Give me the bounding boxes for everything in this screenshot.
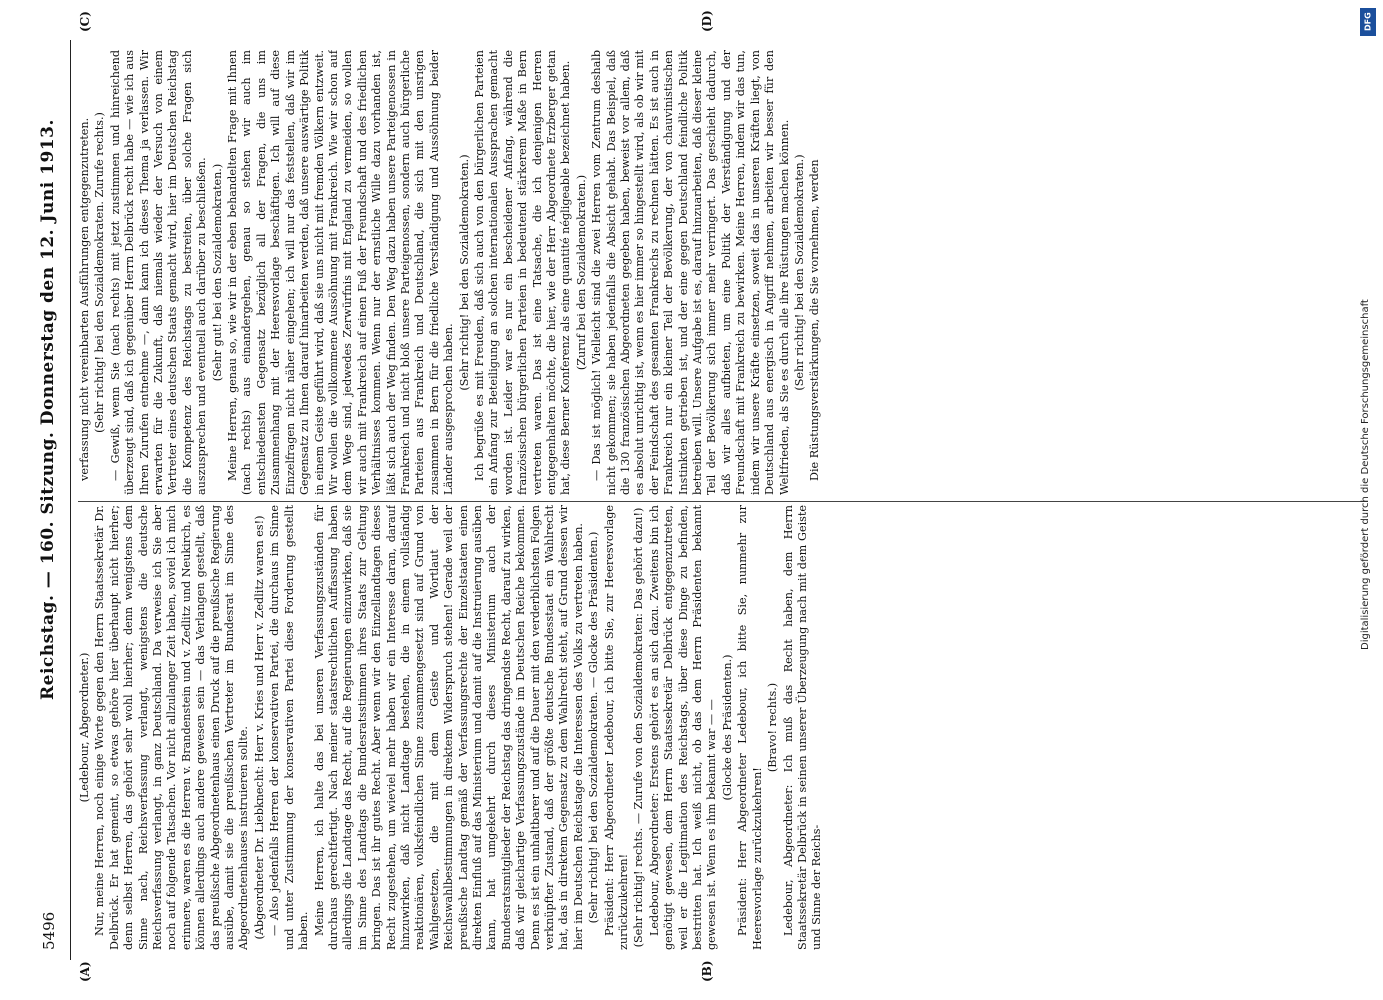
paragraph: Nur, meine Herren, noch einige Worte gegen den Herrn Staatssekretär Dr. Delbrück. Er hat gemeint, so etwas gehöre hier überhaupt nicht hierher; denn selbst Herren, das gehört sehr wohl hierher; denn wenigstens dem Sinne nach, Reichsverfassung verlangt, wenigstens die deutsche Reichsverfassung verlangt, in ganz Deutschland. Da verweise ich Sie aber noch auf folgende Tatsachen. Vor nicht allzulanger Zeit haben, soviel ich mich erinnere, waren es die Herren v. Brandenstein und v. Zedlitz und Neukirch, es können allerdings auch andere gewesen sein — das Verlangen gestellt, daß das preußische Abgeordnetenhaus einen Druck auf die preußische Regierung ausübe, damit sie die preußischen Vertreter im Bundesrat im Sinne des Abgeordnetenhauses instruieren sollte.	[93, 505, 251, 950]
paragraph: Meine Herren, genau so, wie wir in der eben behandelten Frage mit Ihnen (nach rechts) aus einandergehen, genau so stehen wir auch im entschiedensten Gegensatz bezüglich all der Fragen, die uns im Zusammenhang mit der Heeresvorlage beschäftigen. Ich will auf diese Einzelfragen nicht näher eingehen; ich will nur das feststellen, daß wir im Gegensatz zu Ihnen darauf hinarbeiten werden, daß unsere auswärtige Politik in einem Geiste geführt wird, daß sie uns nicht mit fremden Völkern entzweit. Wir wollen die vollkommene Aussöhnung mit Frankreich. Wie wir schon auf dem Wege sind, jedwedes Zerwürfnis mit England zu vermeiden, so wollen wir auch mit Frankreich auf einen Fuß der Freundschaft und des friedlichen Verhältnisses kommen. Wenn nur der ernstliche Wille dazu vorhanden ist, läßt sich auch der Weg finden. Den Weg dazu haben unsere Parteigenossen in Frankreich und nicht bloß unsere Parteigenossen, sondern auch bürgerliche Parteien aus Frankreich und Deutschland, die sich mit den unsrigen zusammen in Bern für die friedliche Verständigung und Aussöhnung beider Länder ausgesprochen haben.	[226, 50, 456, 495]
interjection: (Sehr gut! bei den Sozialdemokraten.)	[210, 163, 224, 382]
interjection: (Ledebour, Abgeordneter.)	[78, 652, 91, 803]
interjection: (Sehr richtig! bei den Sozialdemokraten. Zurufe rechts.)	[93, 112, 107, 433]
interjection: (Bravo! rechts.)	[766, 682, 780, 773]
paragraph: — Also jedenfalls Herren der konservativen Partei, die durchaus im Sinne und unter Zustimmung der konservativen Partei diese Forderung gestellt haben.	[268, 505, 311, 950]
dfg-logo: DFG	[1360, 8, 1376, 36]
interjection: (Glocke des Präsidenten.)	[720, 654, 734, 801]
interjection: (Sehr richtig! bei den Sozialdemokraten. — Glocke des Präsidenten.)	[587, 531, 601, 924]
paragraph: verfassung nicht vereinbarten Ausführungen entgegenzutreten.	[78, 117, 91, 481]
paragraph: Die Rüstungsverstärkungen, die Sie vornehmen, werden	[808, 159, 822, 481]
page-number: 5496	[40, 911, 58, 950]
interjection: (Sehr richtig! rechts. — Zurufe von den Sozialdemokraten: Das gehört dazu!)	[632, 507, 646, 948]
interjection: (Sehr richtig! bei den Sozialdemokraten.)	[457, 154, 471, 391]
column-divider	[78, 501, 1368, 502]
paragraph: Präsident: Herr Abgeordneter Ledebour, ich bitte Sie, zur Heeresvorlage zurückzukehren!	[602, 505, 631, 950]
header-rule	[70, 40, 71, 960]
paragraph: — Gewiß, wenn Sie (nach rechts) mit jetzt zustimmen und hinreichend überzeugt sind, daß ich gegenüber Herrn Delbrück recht habe — wie ich aus Ihren Zurufen entnehme —, dann kann ich dieses Thema ja verlassen. Wir erwarten für die Zukunft, daß niemals wieder der Versuch von einem Vertreter eines deutschen Staats gemacht wird, hier im Deutschen Reichstag die Kompetenz des Reichstags zu bestreiten, über solche Fragen sich auszusprechen und eventuell auch darüber zu beschließen.	[108, 50, 209, 495]
paragraph: Präsident: Herr Abgeordneter Ledebour, ich bitte Sie, nunmehr zur Heeresvorlage zurückzukehren!	[736, 505, 764, 950]
interjection: (Zuruf bei den Sozialdemokraten.)	[574, 174, 588, 371]
page-header	[30, 40, 70, 960]
interjection: (Sehr richtig! bei den Sozialdemokraten.)	[792, 154, 806, 391]
paragraph: — Das ist möglich! Vielleicht sind die zwei Herren vom Zentrum deshalb nicht gekommen; sie haben jedenfalls die Absicht gehabt. Das Beispiel, daß die 130 französischen Abgeordneten gegeben haben, beweist vor allem, daß es absolut unrichtig ist, wenn es hier immer so hingestellt wird, als ob wir mit der Feindschaft des gesamten Frankreichs zu rechnen hätten. Es ist auch in Frankreich nur ein kleiner Teil der Bevölkerung, der von chauvinistischen Instinkten getrieben ist, und der eine gegen Deutschland feindliche Politik betreiben will. Unsere Aufgabe ist es, darauf hinzuarbeiten, daß dieser kleine Teil der Bevölkerung sich immer mehr verringert. Das geschieht dadurch, daß wir alles aufbieten, um eine Politik der Verständigung und der Freundschaft mit Frankreich zu bewirken. Meine Herren, indem wir das tun, indem wir unsere Kräfte einsetzen, soweit das in unseren Kräften liegt, von Deutschland aus energisch in Angriff nehmen, arbeiten wir besser für den Weltfrieden, als Sie es durch alle ihre Rüstungen machen können.	[590, 50, 791, 495]
paragraph: Ledebour, Abgeordneter: Erstens gehört es an sich dazu. Zweitens bin ich genötigt gewesen, dem Herrn Staatssekretär Delbrück entgegenzutreten, weil er die Legitimation des Reichstags, über diese Dinge zu befinden, bestritten hat. Ich weiß nicht, ob das dem Herrn Präsidenten bekannt gewesen ist. Wenn es ihm bekannt war — —	[647, 505, 719, 950]
digitization-credit: Digitalisierung gefördert durch die Deutsche Forschungsgemeinschaft	[1360, 299, 1371, 650]
margin-marker-c: (C)	[78, 11, 92, 32]
right-column	[78, 50, 1368, 495]
page-title: Reichstag. — 160. Sitzung. Donnerstag den 12. Juni 1913.	[38, 119, 58, 700]
margin-marker-a: (A)	[78, 961, 92, 982]
interjection: (Abgeordneter Dr. Liebknecht: Herr v. Kries und Herr v. Zedlitz waren es!)	[252, 515, 266, 940]
margin-marker-b: (B)	[700, 960, 714, 982]
paragraph: Ich begrüße es mit Freuden, daß sich auch von den bürgerlichen Parteien ein Anfang zur Beteiligung an solchen internationalen Aussprachen gemacht worden ist. Leider war es nur ein bescheidener Anfang, während die französischen bürgerlichen Parteien in bedeutend stärkerem Maße in Bern vertreten waren. Das ist eine Tatsache, die ich denjenigen Herren entgegenhalten möchte, die hier, wie der Herr Abgeordnete Erzberger getan hat, diese Berner Konferenz als eine quantité négligeable bezeichnet haben.	[472, 50, 573, 495]
margin-marker-d: (D)	[700, 10, 714, 32]
paragraph: Ledebour, Abgeordneter: Ich muß das Recht haben, dem Herrn Staatssekretär Delbrück in seinen unserer Überzeugung nach mit dem Geiste und Sinne der Reichs-	[781, 505, 824, 950]
paragraph: Meine Herren, ich halte das bei unseren Verfassungszuständen für durchaus gerechtfertigt. Nach meiner staatsrechtlichen Auffassung haben allerdings die Landtage das Recht, auf die Regierungen einzuwirken, daß sie im Sinne des Landtags die Bundesratsstimmen ihres Staats zur Geltung bringen. Das ist ihr gutes Recht. Aber wenn wir den Einzellandtagen dieses Recht zugestehen, um wieviel mehr haben wir ein Interesse daran, darauf hinzuwirken, daß nicht Landtage bestehen, die in einem vollständig reaktionären, volksfeindlichen Sinne zusammengesetzt sind auf Grund von Wahlgesetzen, die mit dem Geiste und Wortlaut der Reichswahlbestimmungen in direktem Widerspruch stehen! Gerade weil der preußische Landtag gemäß der Verfassungsrechte der Einzelstaaten einen direkten Einfluß auf das Ministerium und damit auf die Instruierung ausüben kann, hat umgekehrt durch dieses Ministerium auch der Bundesratsmitglieder der Reichstag das dringendste Recht, darauf zu wirken, daß wir gleichartige Verfassungszustände im Deutschen Reiche bekommen. Denn es ist ein unhaltbarer und auf die Dauer mit den verderblichsten Folgen verknüpfter Zustand, daß der größte deutsche Bundesstaat ein Wahlrecht hat, das in direktem Gegensatz zu dem Wahlrecht steht, auf Grund dessen wir hier im Deutschen Reichstage die Interessen des Volks zu vertreten haben.	[312, 505, 585, 950]
left-column	[78, 505, 1368, 950]
